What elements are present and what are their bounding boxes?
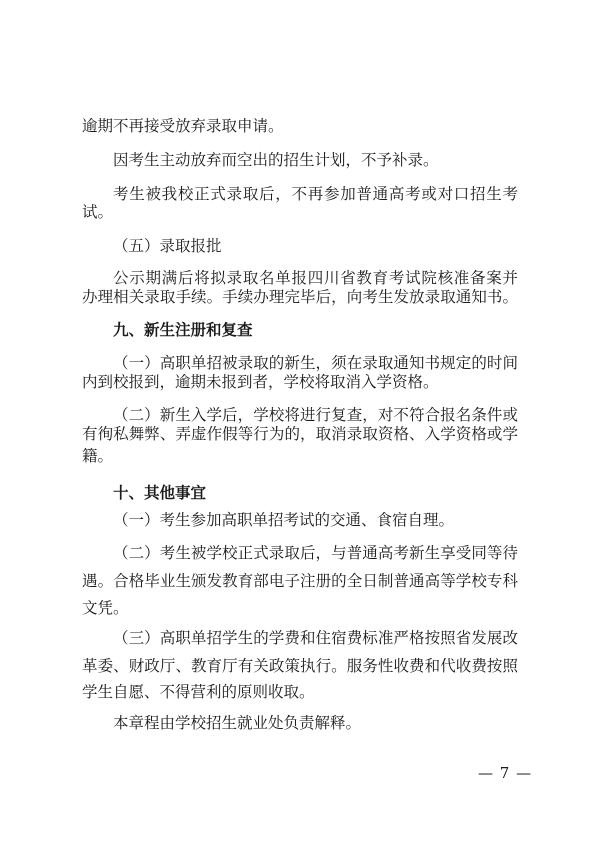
- section-heading-10: 十、其他事宜: [113, 484, 207, 502]
- text-line-7: 办理相关录取手续。手续办理完毕后，向考生发放录取通知书。: [82, 288, 518, 306]
- text-line-12: 有徇私舞弊、弄虚作假等行为的，取消录取资格、入学资格或学: [82, 425, 518, 443]
- text-line-15: （一）考生参加高职单招考试的交通、食宿自理。: [113, 511, 455, 529]
- text-line-19: （三）高职单招学生的学费和住宿费标准严格按照省发展改: [113, 629, 518, 647]
- text-line-17: 遇。合格毕业生颁发教育部电子注册的全日制普通高等学校专科: [82, 572, 518, 590]
- text-line-16: （二）考生被学校正式录取后，与普通高考新生享受同等待: [113, 544, 518, 562]
- text-line-21: 学生自愿、不得营利的原则收取。: [82, 683, 315, 701]
- text-line-3: 考生被我校正式录取后，不再参加普通高考或对口招生考: [113, 185, 518, 203]
- text-line-2: 因考生主动放弃而空出的招生计划，不予补录。: [113, 151, 439, 169]
- text-line-13: 籍。: [82, 447, 114, 465]
- text-line-10: 内到校报到，逾期未报到者，学校将取消入学资格。: [82, 373, 439, 391]
- text-line-6: 公示期满后将拟录取名单报四川省教育考试院核准备案并: [113, 269, 518, 287]
- page-number: — 7 —: [478, 764, 533, 782]
- text-line-9: （一）高职单招被录取的新生，须在录取通知书规定的时间: [113, 354, 518, 372]
- text-line-11: （二）新生入学后，学校将进行复查，对不符合报名条件或: [113, 406, 518, 424]
- text-line-4: 试。: [82, 203, 114, 221]
- text-line-20: 革委、财政厅、教育厅有关政策执行。服务性收费和代收费按照: [82, 657, 518, 675]
- text-line-18: 文凭。: [82, 599, 129, 617]
- text-line-22: 本章程由学校招生就业处负责解释。: [113, 714, 362, 732]
- section-heading-9: 九、新生注册和复查: [113, 321, 253, 339]
- subsection-heading-5: （五）录取报批: [113, 237, 222, 255]
- text-line-1: 逾期不再接受放弃录取申请。: [82, 117, 284, 135]
